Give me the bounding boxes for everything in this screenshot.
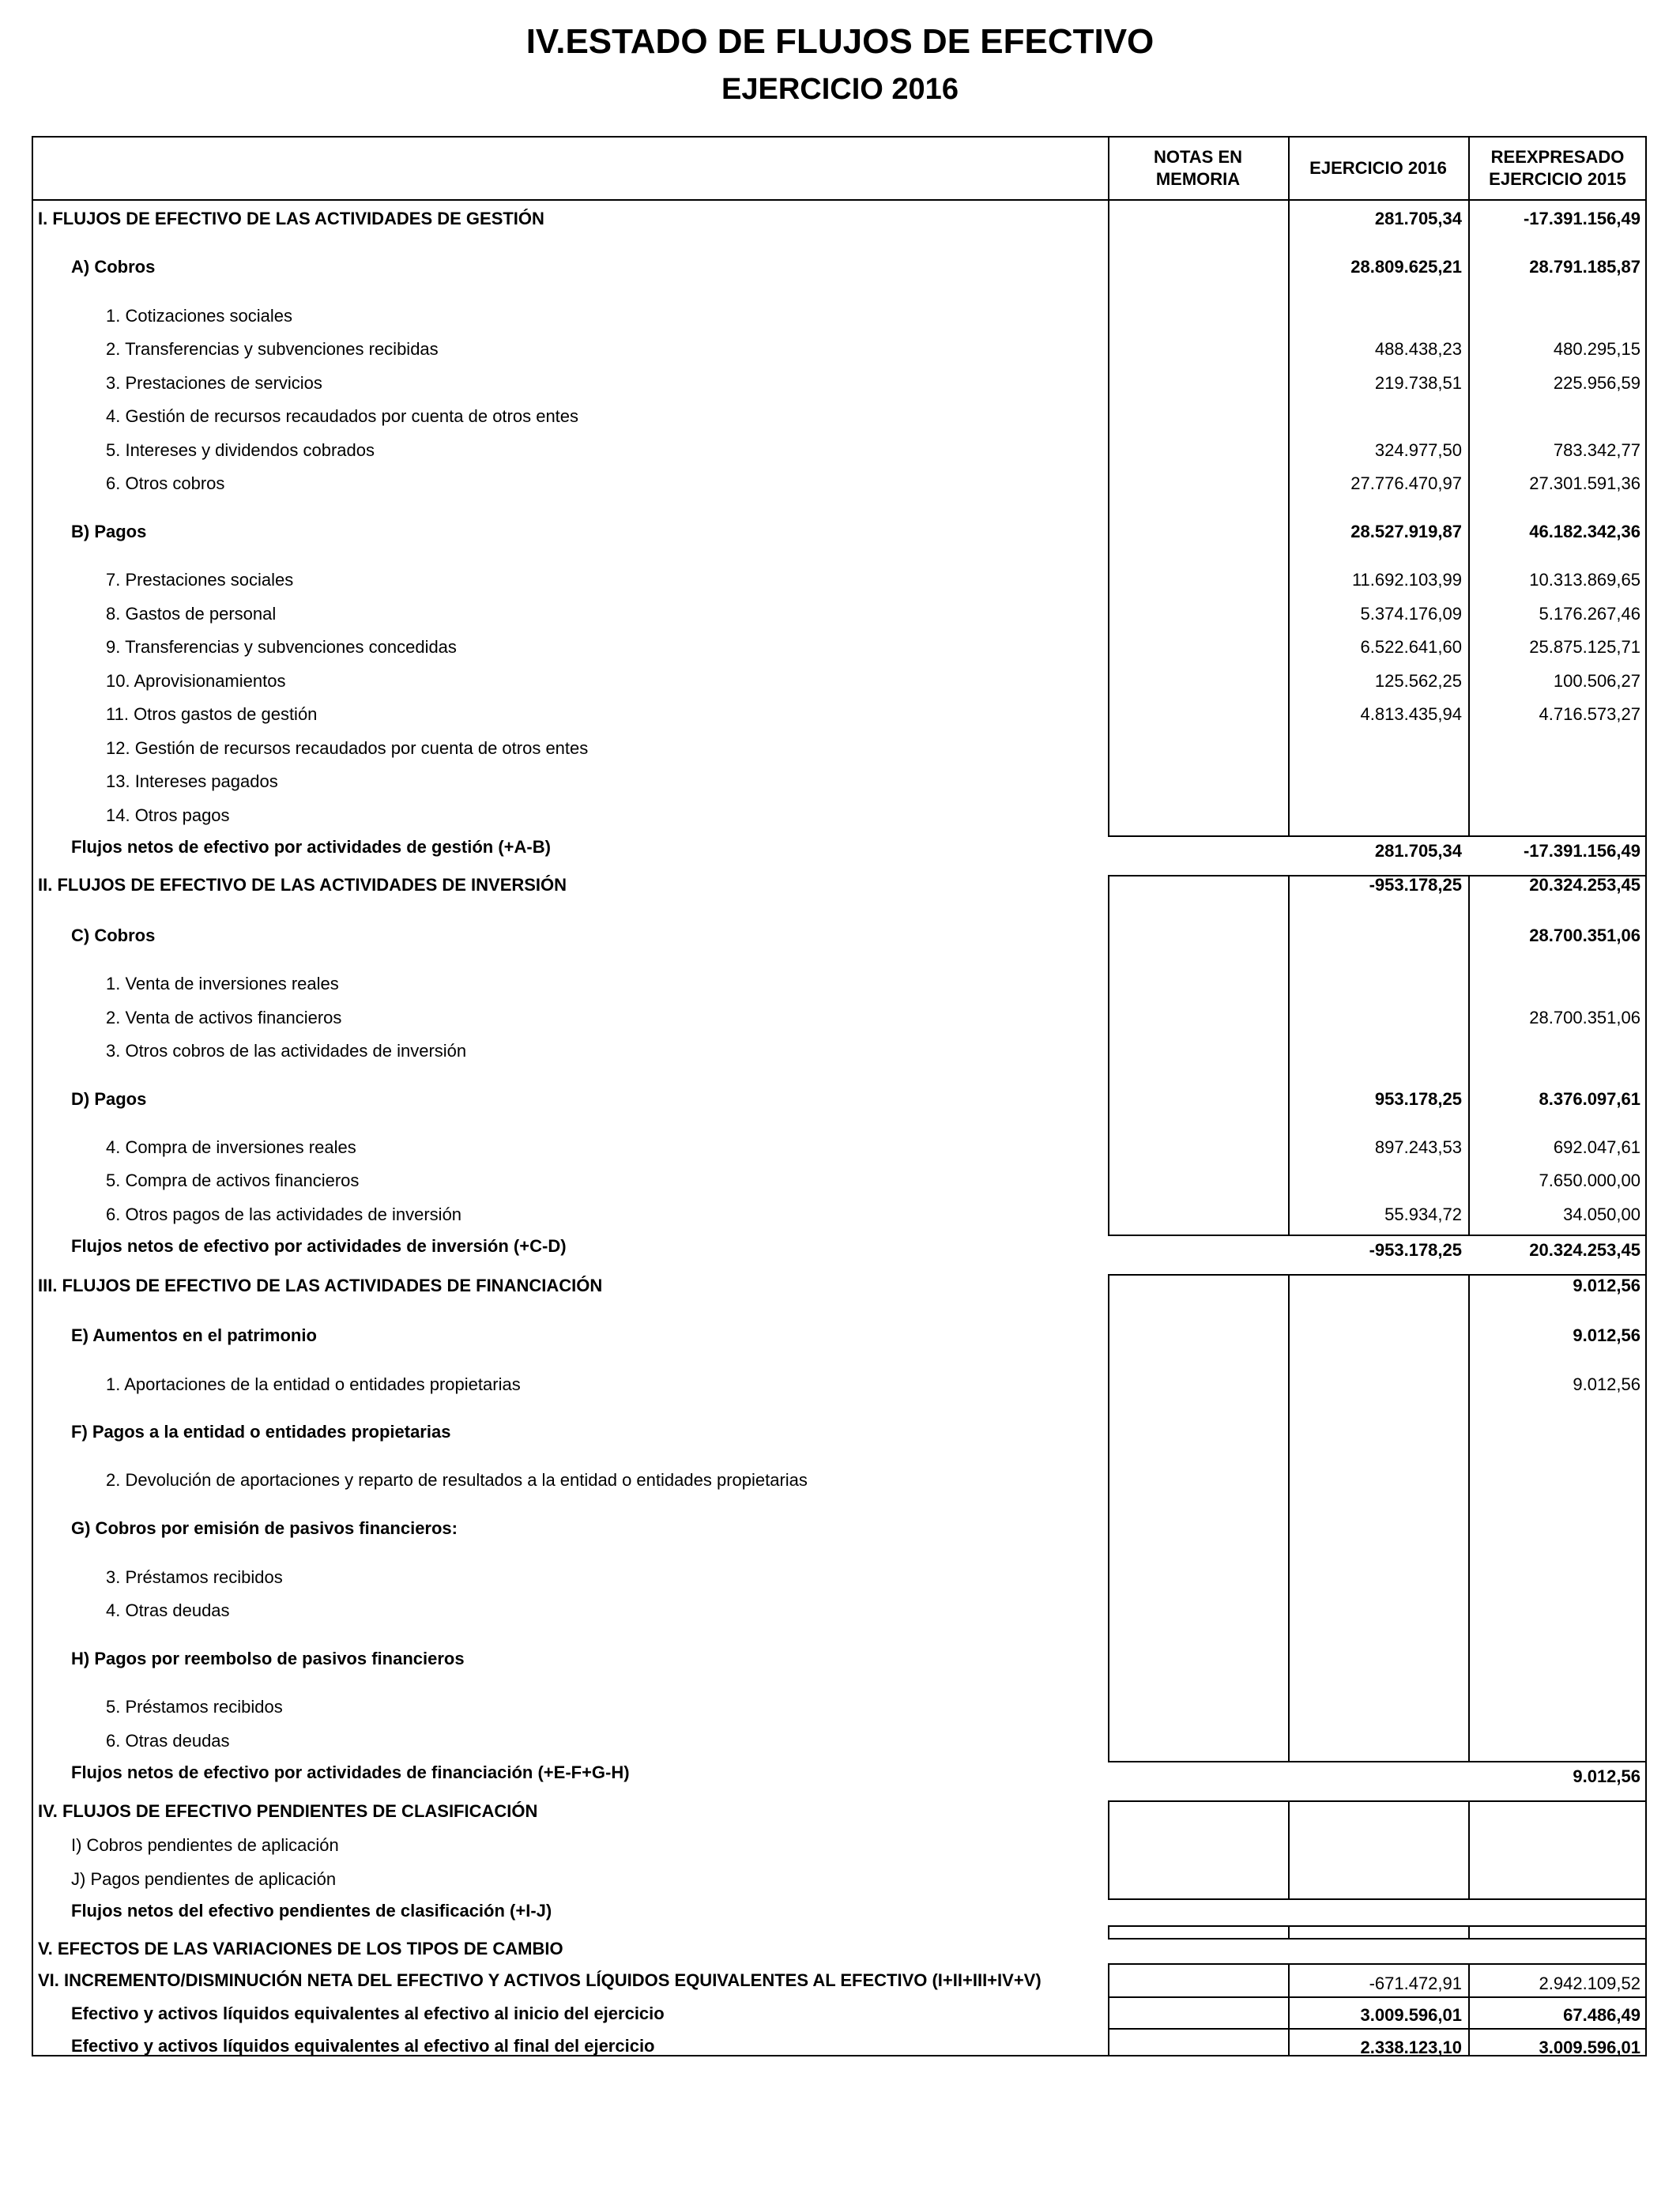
value-ejercicio-2015: 20.324.253,45 <box>1529 1240 1640 1260</box>
value-ejercicio-2015: 9.012,56 <box>1573 1766 1640 1786</box>
value-ejercicio-2016: 281.705,34 <box>1374 841 1462 861</box>
column-line <box>1288 1274 1290 1761</box>
column-line <box>1468 1274 1470 1761</box>
value-ejercicio-2016: 27.776.470,97 <box>1350 473 1462 493</box>
row-label: D) Pagos <box>71 1089 147 1109</box>
value-ejercicio-2016: 953.178,25 <box>1374 1089 1462 1109</box>
value-ejercicio-2015: 9.012,56 <box>1573 1276 1640 1295</box>
row-label: 1. Cotizaciones sociales <box>106 306 293 326</box>
row-label: 1. Aportaciones de la entidad o entidades propietarias <box>106 1374 521 1394</box>
row-label: 14. Otros pagos <box>106 805 230 825</box>
row-label: II. FLUJOS DE EFECTIVO DE LAS ACTIVIDADES DE INVERSIÓN <box>38 875 567 895</box>
row-label: 2. Venta de activos financieros <box>106 1008 342 1027</box>
row-label: IV. FLUJOS DE EFECTIVO PENDIENTES DE CLASIFICACIÓN <box>38 1801 538 1821</box>
header-notas-memoria: NOTAS EN MEMORIA <box>1153 147 1243 189</box>
row-label: E) Aumentos en el patrimonio <box>71 1325 317 1345</box>
value-ejercicio-2016: -671.472,91 <box>1369 1973 1462 1993</box>
row-label: 5. Préstamos recibidos <box>106 1697 283 1717</box>
row-label: F) Pagos a la entidad o entidades propietarias <box>71 1422 451 1442</box>
page-title: IV.ESTADO DE FLUJOS DE EFECTIVO <box>525 22 1155 61</box>
row-label: III. FLUJOS DE EFECTIVO DE LAS ACTIVIDADES DE FINANCIACIÓN <box>38 1276 603 1295</box>
row-label: 13. Intereses pagados <box>106 771 278 791</box>
total-rule <box>1108 1963 1647 1965</box>
value-ejercicio-2016: 28.809.625,21 <box>1350 257 1462 277</box>
value-ejercicio-2016: 3.009.596,01 <box>1360 2005 1462 2025</box>
total-rule <box>1108 2028 1647 2030</box>
total-rule <box>1108 835 1647 837</box>
value-ejercicio-2016: 125.562,25 <box>1374 671 1462 691</box>
value-ejercicio-2015: 34.050,00 <box>1563 1204 1640 1224</box>
value-ejercicio-2015: 9.012,56 <box>1573 1374 1640 1394</box>
row-label: 11. Otros gastos de gestión <box>106 704 318 724</box>
column-line <box>1288 1925 1290 1938</box>
header-reexpresado-2015: REEXPRESADO EJERCICIO 2015 <box>1489 147 1626 189</box>
value-ejercicio-2015: 692.047,61 <box>1553 1137 1640 1157</box>
row-label: 7. Prestaciones sociales <box>106 570 294 590</box>
total-rule <box>1108 1898 1647 1900</box>
row-label: 5. Compra de activos financieros <box>106 1171 360 1190</box>
value-ejercicio-2016: -953.178,25 <box>1369 875 1462 895</box>
header-bottom-line <box>32 199 1647 201</box>
column-line <box>1288 1800 1290 1898</box>
row-label: V. EFECTOS DE LAS VARIACIONES DE LOS TIPOS DE CAMBIO <box>38 1939 563 1958</box>
row-label: 4. Compra de inversiones reales <box>106 1137 356 1157</box>
total-rule <box>1108 1235 1647 1236</box>
value-ejercicio-2015: -17.391.156,49 <box>1523 209 1640 228</box>
column-line <box>1108 136 1109 835</box>
value-ejercicio-2015: 28.700.351,06 <box>1529 925 1640 945</box>
row-label: B) Pagos <box>71 522 147 541</box>
total-rule <box>1108 1938 1647 1940</box>
column-line <box>1468 1925 1470 1938</box>
row-label: 1. Venta de inversiones reales <box>106 974 339 993</box>
value-ejercicio-2015: 100.506,27 <box>1553 671 1640 691</box>
value-ejercicio-2015: 3.009.596,01 <box>1539 2038 1640 2057</box>
column-line <box>1108 1274 1109 1761</box>
value-ejercicio-2015: 46.182.342,36 <box>1529 522 1640 541</box>
row-label: G) Cobros por emisión de pasivos financieros: <box>71 1518 458 1538</box>
value-ejercicio-2015: 5.176.267,46 <box>1539 604 1640 624</box>
value-ejercicio-2015: 27.301.591,36 <box>1529 473 1640 493</box>
row-label: Flujos netos de efectivo por actividades de financiación (+E-F+G-H) <box>71 1762 630 1782</box>
value-ejercicio-2016: 55.934,72 <box>1384 1204 1462 1224</box>
value-ejercicio-2016: 28.527.919,87 <box>1350 522 1462 541</box>
value-ejercicio-2015: 25.875.125,71 <box>1529 637 1640 657</box>
total-rule <box>1108 1761 1647 1762</box>
value-ejercicio-2015: 225.956,59 <box>1553 373 1640 393</box>
column-line <box>1108 875 1109 1235</box>
value-ejercicio-2015: 4.716.573,27 <box>1539 704 1640 724</box>
row-label: 6. Otros pagos de las actividades de inversión <box>106 1204 462 1224</box>
value-ejercicio-2015: 480.295,15 <box>1553 339 1640 359</box>
row-label: 12. Gestión de recursos recaudados por cuenta de otros entes <box>106 738 589 758</box>
value-ejercicio-2015: 20.324.253,45 <box>1529 875 1640 895</box>
value-ejercicio-2016: 6.522.641,60 <box>1360 637 1462 657</box>
total-rule <box>1108 1925 1647 1927</box>
column-line <box>1468 1800 1470 1898</box>
value-ejercicio-2015: 9.012,56 <box>1573 1325 1640 1345</box>
value-ejercicio-2016: 488.438,23 <box>1374 339 1462 359</box>
value-ejercicio-2016: 2.338.123,10 <box>1360 2038 1462 2057</box>
row-label: 6. Otros cobros <box>106 473 225 493</box>
row-label: J) Pagos pendientes de aplicación <box>71 1869 337 1889</box>
row-label: 9. Transferencias y subvenciones concedidas <box>106 637 457 657</box>
row-label: Efectivo y activos líquidos equivalentes al efectivo al final del ejercicio <box>71 2036 655 2056</box>
value-ejercicio-2016: 281.705,34 <box>1374 209 1462 228</box>
value-ejercicio-2016: -953.178,25 <box>1369 1240 1462 1260</box>
value-ejercicio-2015: 8.376.097,61 <box>1539 1089 1640 1109</box>
row-label: 4. Otras deudas <box>106 1600 230 1620</box>
row-label: 3. Préstamos recibidos <box>106 1567 283 1587</box>
row-label: 2. Devolución de aportaciones y reparto de resultados a la entidad o entidades propietarias <box>106 1470 808 1490</box>
row-label: H) Pagos por reembolso de pasivos financieros <box>71 1649 465 1668</box>
value-ejercicio-2016: 324.977,50 <box>1374 440 1462 460</box>
header-ejercicio-2016: EJERCICIO 2016 <box>1309 158 1447 178</box>
total-rule <box>1108 1996 1647 1998</box>
value-ejercicio-2016: 219.738,51 <box>1374 373 1462 393</box>
row-label: 8. Gastos de personal <box>106 604 277 624</box>
value-ejercicio-2015: 28.700.351,06 <box>1529 1008 1640 1027</box>
page-subtitle: EJERCICIO 2016 <box>721 73 959 106</box>
value-ejercicio-2016: 11.692.103,99 <box>1351 570 1462 590</box>
value-ejercicio-2015: 2.942.109,52 <box>1539 1973 1640 1993</box>
row-label: A) Cobros <box>71 257 156 277</box>
row-label: 2. Transferencias y subvenciones recibidas <box>106 339 439 359</box>
value-ejercicio-2015: 783.342,77 <box>1553 440 1640 460</box>
row-label: I) Cobros pendientes de aplicación <box>71 1835 339 1855</box>
row-label: 3. Otros cobros de las actividades de inversión <box>106 1041 467 1061</box>
row-label: I. FLUJOS DE EFECTIVO DE LAS ACTIVIDADES DE GESTIÓN <box>38 209 544 228</box>
value-ejercicio-2016: 5.374.176,09 <box>1360 604 1462 624</box>
row-label: Flujos netos de efectivo por actividades de gestión (+A-B) <box>71 837 551 857</box>
value-ejercicio-2016: 4.813.435,94 <box>1360 704 1462 724</box>
value-ejercicio-2016: 897.243,53 <box>1374 1137 1462 1157</box>
column-line <box>1108 1800 1109 1898</box>
row-label: 10. Aprovisionamientos <box>106 671 286 691</box>
column-line <box>1108 1963 1109 2056</box>
value-ejercicio-2015: 28.791.185,87 <box>1529 257 1640 277</box>
column-line <box>1108 1925 1109 1938</box>
column-line <box>1288 875 1290 1235</box>
row-label: 5. Intereses y dividendos cobrados <box>106 440 375 460</box>
row-label: 3. Prestaciones de servicios <box>106 373 322 393</box>
row-label: 4. Gestión de recursos recaudados por cuenta de otros entes <box>106 406 579 426</box>
row-label: Flujos netos del efectivo pendientes de clasificación (+I-J) <box>71 1901 552 1921</box>
total-rule <box>1108 1800 1647 1802</box>
value-ejercicio-2015: -17.391.156,49 <box>1523 841 1640 861</box>
row-label: Efectivo y activos líquidos equivalentes al efectivo al inicio del ejercicio <box>71 2004 665 2023</box>
row-label: VI. INCREMENTO/DISMINUCIÓN NETA DEL EFECTIVO Y ACTIVOS LÍQUIDOS EQUIVALENTES AL EFECTIVO (I+II+III+IV+V) <box>38 1970 1042 1990</box>
row-label: 6. Otras deudas <box>106 1731 230 1751</box>
value-ejercicio-2015: 7.650.000,00 <box>1539 1171 1640 1190</box>
value-ejercicio-2015: 10.313.869,65 <box>1529 570 1640 590</box>
row-label: Flujos netos de efectivo por actividades de inversión (+C-D) <box>71 1236 567 1256</box>
row-label: C) Cobros <box>71 925 156 945</box>
value-ejercicio-2015: 67.486,49 <box>1563 2005 1640 2025</box>
